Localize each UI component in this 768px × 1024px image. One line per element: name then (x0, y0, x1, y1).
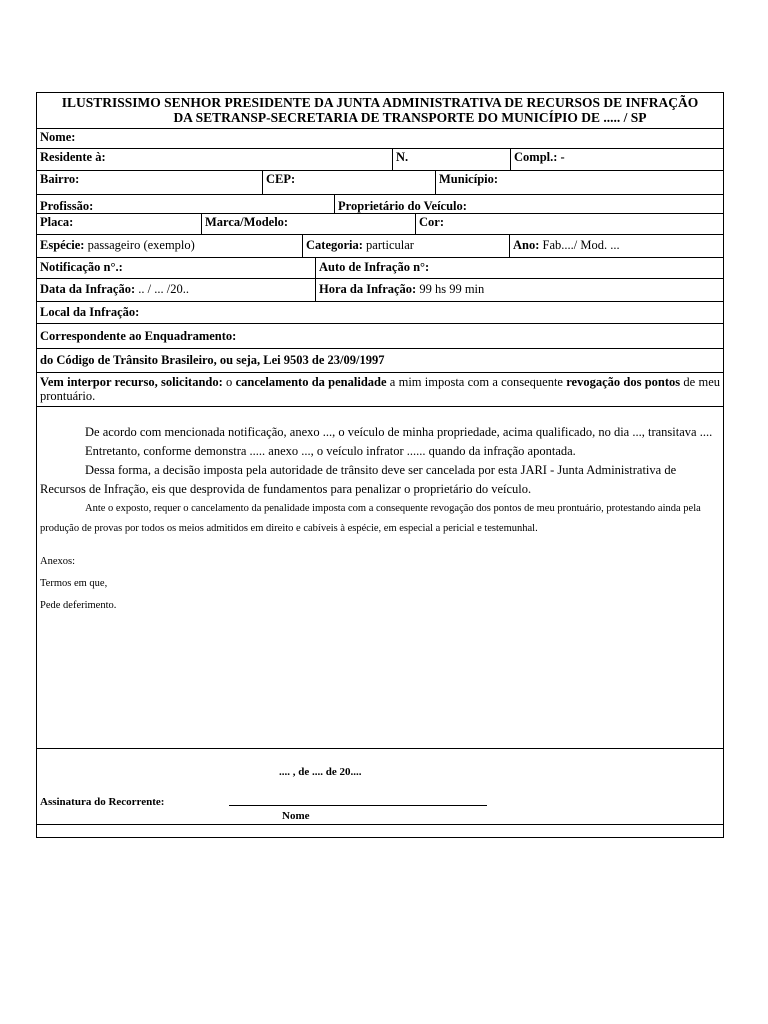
body-paragraph-2: Entretanto, conforme demonstra ..... anexo ..., o veículo infrator ...... quando da infração apontada. (85, 444, 576, 458)
signature-line[interactable] (229, 805, 487, 806)
row-codigo (37, 349, 723, 373)
row-notificacao (37, 258, 723, 279)
signature-area (37, 749, 723, 825)
field-bairro[interactable]: Bairro: (40, 172, 80, 186)
body-paragraph-1: De acordo com mencionada notificação, anexo ..., o veículo de minha propriedade, acima qualificado, no dia ..., transitava .... (85, 425, 713, 439)
codigo-transito-text: do Código de Trânsito Brasileiro, ou seja, Lei 9503 de 23/09/1997 (40, 353, 385, 367)
hora-value: 99 hs 99 min (416, 282, 485, 296)
request-statement (37, 373, 723, 407)
appeal-form (36, 92, 724, 838)
field-nome[interactable]: Nome: (40, 130, 76, 144)
termos-text: Termos em que, (40, 578, 108, 589)
body-paragraph-4: Ante o exposto, requer o cancelamento da penalidade imposta com a consequente revogação dos pontos de meu prontuário, protestando ainda pela produção de provas por todos os meios admitidos em direito e cabíveis à espécie, em especial a pericial e testemunhal. (40, 503, 701, 534)
request-part-4: a mim imposta com a consequente (386, 375, 567, 389)
field-municipio[interactable]: Município: (435, 171, 723, 194)
request-part-6: de meu prontuário. (40, 375, 721, 403)
especie-value: passageiro (exemplo) (84, 238, 195, 252)
field-local-infracao[interactable]: Local da Infração: (40, 305, 140, 319)
row-local (37, 302, 723, 324)
row-profissao (37, 195, 723, 214)
hora-label: Hora da Infração: (319, 282, 417, 296)
data-label: Data da Infração: (40, 282, 136, 296)
row-nome (37, 129, 723, 149)
request-part-5: revogação dos pontos (566, 375, 681, 389)
ano-value: Fab..../ Mod. ... (539, 238, 620, 252)
field-especie[interactable] (37, 235, 302, 257)
field-compl[interactable]: Compl.: - (510, 149, 723, 170)
anexos-text: Anexos: (40, 556, 75, 567)
pede-deferimento-text: Pede deferimento. (40, 600, 117, 611)
field-marca[interactable]: Marca/Modelo: (201, 214, 415, 234)
field-profissao[interactable]: Profissão: (40, 199, 94, 213)
field-residente[interactable]: Residente à: (40, 150, 106, 164)
field-proprietario[interactable]: Proprietário do Veículo: (334, 195, 723, 213)
field-numero[interactable]: N. (392, 149, 510, 170)
field-hora-infracao[interactable] (315, 279, 723, 301)
signature-label: Assinatura do Recorrente: (40, 796, 165, 808)
form-header (37, 93, 723, 129)
especie-label: Espécie: (40, 238, 85, 252)
categoria-label: Categoria: (306, 238, 363, 252)
field-placa[interactable]: Placa: (40, 215, 74, 229)
request-part-3: cancelamento da penalidade (235, 375, 387, 389)
row-residencia (37, 149, 723, 171)
header-line-2: DA SETRANSP-SECRETARIA DE TRANSPORTE DO MUNICÍPIO DE ..... / SP (173, 110, 647, 125)
body-paragraph-3: Dessa forma, a decisão imposta pela autoridade de trânsito deve ser cancelada por esta JARI - Junta Administrativa de Recursos de Infração, eis que desprovida de fundamentos para penalizar o proprietário do veículo. (40, 463, 677, 496)
field-categoria[interactable] (302, 235, 509, 257)
form-footer-row (37, 825, 723, 837)
row-placa (37, 214, 723, 235)
field-cep[interactable]: CEP: (262, 171, 435, 194)
field-ano[interactable] (509, 235, 723, 257)
ano-label: Ano: (513, 238, 540, 252)
field-enquadramento[interactable]: Correspondente ao Enquadramento: (40, 329, 237, 343)
appeal-body (37, 407, 723, 749)
date-line: .... , de .... de 20.... (279, 766, 362, 778)
row-enquadramento (37, 324, 723, 349)
request-part-2: o (222, 375, 236, 389)
field-cor[interactable]: Cor: (415, 214, 723, 234)
row-data-hora (37, 279, 723, 302)
field-notificacao[interactable]: Notificação n°.: (40, 260, 123, 274)
row-bairro (37, 171, 723, 195)
request-part-1: Vem interpor recurso, solicitando: (40, 375, 223, 389)
categoria-value: particular (362, 238, 414, 252)
field-data-infracao[interactable] (37, 279, 315, 301)
row-especie (37, 235, 723, 258)
header-line-1: ILUSTRISSIMO SENHOR PRESIDENTE DA JUNTA ADMINISTRATIVA DE RECURSOS DE INFRAÇÃO (61, 95, 699, 110)
signature-name-label: Nome (282, 810, 310, 822)
data-value: .. / ... /20.. (135, 282, 189, 296)
field-auto-infracao[interactable]: Auto de Infração n°: (315, 258, 723, 278)
